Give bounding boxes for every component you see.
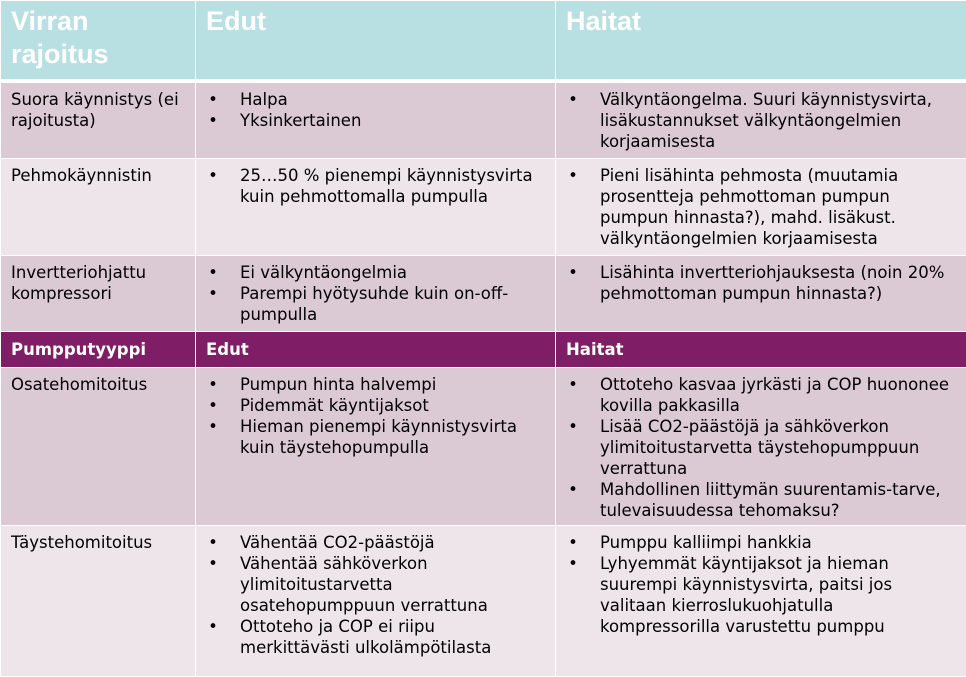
list-item bbox=[566, 262, 956, 304]
list-item-text: Vähentää CO2-päästöjä bbox=[240, 533, 435, 552]
bullet-icon: • bbox=[206, 553, 220, 574]
cons-cell bbox=[556, 368, 966, 526]
bullet-icon: • bbox=[206, 532, 220, 553]
list-item-text: Parempi hyötysuhde kuin on-off-pumpulla bbox=[240, 284, 508, 324]
list-item bbox=[206, 283, 545, 325]
bullet-icon: • bbox=[566, 374, 580, 395]
cons-cell bbox=[556, 526, 966, 677]
bullet-icon: • bbox=[206, 283, 220, 304]
list-item-text: Lisää CO2-päästöjä ja sähköverkon ylimitoitustarvetta täystehopumppuun verrattuna bbox=[600, 417, 919, 478]
list-item-text: Mahdollinen liittymän suurentamis-tarve, tulevaisuudessa tehomaksu? bbox=[600, 480, 941, 520]
bullet-icon: • bbox=[566, 553, 580, 574]
list-item bbox=[206, 165, 545, 207]
header-cons: Haitat bbox=[556, 1, 966, 82]
pros-cell bbox=[196, 81, 556, 159]
list-item-text: Lyhyemmät käyntijaksot ja hieman suurempi käynnistysvirta, paitsi jos valitaan kierroslukuohjatulla kompressorilla varustettu pumppu bbox=[600, 554, 892, 636]
row-label: Täystehomitoitus bbox=[1, 526, 196, 677]
list-item bbox=[566, 374, 956, 416]
bullet-icon: • bbox=[206, 616, 220, 637]
pros-list bbox=[206, 262, 545, 325]
bullet-icon: • bbox=[566, 416, 580, 437]
pros-cell bbox=[196, 526, 556, 677]
list-item bbox=[206, 616, 545, 658]
list-item-text: Pumppu kalliimpi hankkia bbox=[600, 533, 812, 552]
cons-cell bbox=[556, 256, 966, 332]
list-item-text: 25…50 % pienempi käynnistysvirta kuin pehmottomalla pumpulla bbox=[240, 166, 533, 206]
table-row bbox=[1, 368, 966, 526]
bullet-icon: • bbox=[566, 165, 580, 186]
pros-list bbox=[206, 165, 545, 207]
cons-list bbox=[566, 262, 956, 304]
table-row bbox=[1, 256, 966, 332]
list-item-text: Yksinkertainen bbox=[240, 111, 361, 130]
row-label: Invertteriohjattu kompressori bbox=[1, 256, 196, 332]
list-item bbox=[206, 110, 545, 131]
list-item bbox=[206, 553, 545, 616]
cons-list bbox=[566, 532, 956, 637]
list-item-text: Vähentää sähköverkon ylimitoitustarvetta osatehopumppuun verrattuna bbox=[240, 554, 488, 615]
pros-cell bbox=[196, 159, 556, 256]
list-item-text: Ei välkyntäongelmia bbox=[240, 263, 407, 282]
bullet-icon: • bbox=[206, 374, 220, 395]
list-item-text: Pieni lisähinta pehmosta (muutamia prosentteja pehmottoman pumpun pumpun hinnasta?), mahd. lisäkust. välkyntäongelmien korjaamisesta bbox=[600, 166, 898, 248]
list-item bbox=[566, 479, 956, 521]
header-row-current-limit bbox=[1, 1, 966, 82]
bullet-icon: • bbox=[206, 395, 220, 416]
header-pros: Edut bbox=[196, 332, 556, 368]
list-item-text: Pumpun hinta halvempi bbox=[240, 375, 436, 394]
table-row bbox=[1, 81, 966, 159]
bullet-icon: • bbox=[566, 532, 580, 553]
bullet-icon: • bbox=[566, 262, 580, 283]
bullet-icon: • bbox=[206, 262, 220, 283]
cons-cell bbox=[556, 159, 966, 256]
bullet-icon: • bbox=[566, 89, 580, 110]
bullet-icon: • bbox=[206, 416, 220, 437]
pros-cell bbox=[196, 256, 556, 332]
row-label: Osatehomitoitus bbox=[1, 368, 196, 526]
table-row bbox=[1, 526, 966, 677]
header-current-limit: Virran rajoitus bbox=[1, 1, 196, 82]
pros-list bbox=[206, 374, 545, 458]
cons-list bbox=[566, 89, 956, 152]
pros-cell bbox=[196, 368, 556, 526]
cons-list bbox=[566, 165, 956, 249]
table-row bbox=[1, 159, 966, 256]
list-item bbox=[206, 262, 545, 283]
list-item bbox=[566, 532, 956, 553]
pros-list bbox=[206, 532, 545, 658]
row-label: Suora käynnistys (ei rajoitusta) bbox=[1, 81, 196, 159]
bullet-icon: • bbox=[206, 89, 220, 110]
bullet-icon: • bbox=[206, 110, 220, 131]
list-item bbox=[206, 532, 545, 553]
list-item-text: Ottoteho ja COP ei riipu merkittävästi ulkolämpötilasta bbox=[240, 617, 491, 657]
pros-list bbox=[206, 89, 545, 131]
list-item bbox=[206, 89, 545, 110]
list-item-text: Lisähinta invertteriohjauksesta (noin 20% pehmottoman pumpun hinnasta?) bbox=[600, 263, 944, 303]
list-item bbox=[566, 553, 956, 637]
cons-cell bbox=[556, 81, 966, 159]
list-item bbox=[566, 165, 956, 249]
bullet-icon: • bbox=[206, 165, 220, 186]
list-item bbox=[206, 374, 545, 395]
header-pump-type: Pumpputyyppi bbox=[1, 332, 196, 368]
row-label: Pehmokäynnistin bbox=[1, 159, 196, 256]
list-item bbox=[206, 395, 545, 416]
list-item-text: Pidemmät käyntijaksot bbox=[240, 396, 429, 415]
bullet-icon: • bbox=[566, 479, 580, 500]
list-item bbox=[206, 416, 545, 458]
list-item-text: Ottoteho kasvaa jyrkästi ja COP huononee kovilla pakkasilla bbox=[600, 375, 949, 415]
header-pros: Edut bbox=[196, 1, 556, 82]
list-item-text: Hieman pienempi käynnistysvirta kuin täystehopumpulla bbox=[240, 417, 517, 457]
header-row-pump-type bbox=[1, 332, 966, 368]
list-item bbox=[566, 89, 956, 152]
header-cons: Haitat bbox=[556, 332, 966, 368]
list-item bbox=[566, 416, 956, 479]
cons-list bbox=[566, 374, 956, 521]
list-item-text: Halpa bbox=[240, 90, 288, 109]
list-item-text: Välkyntäongelma. Suuri käynnistysvirta, lisäkustannukset välkyntäongelmien korjaamisesta bbox=[600, 90, 932, 151]
